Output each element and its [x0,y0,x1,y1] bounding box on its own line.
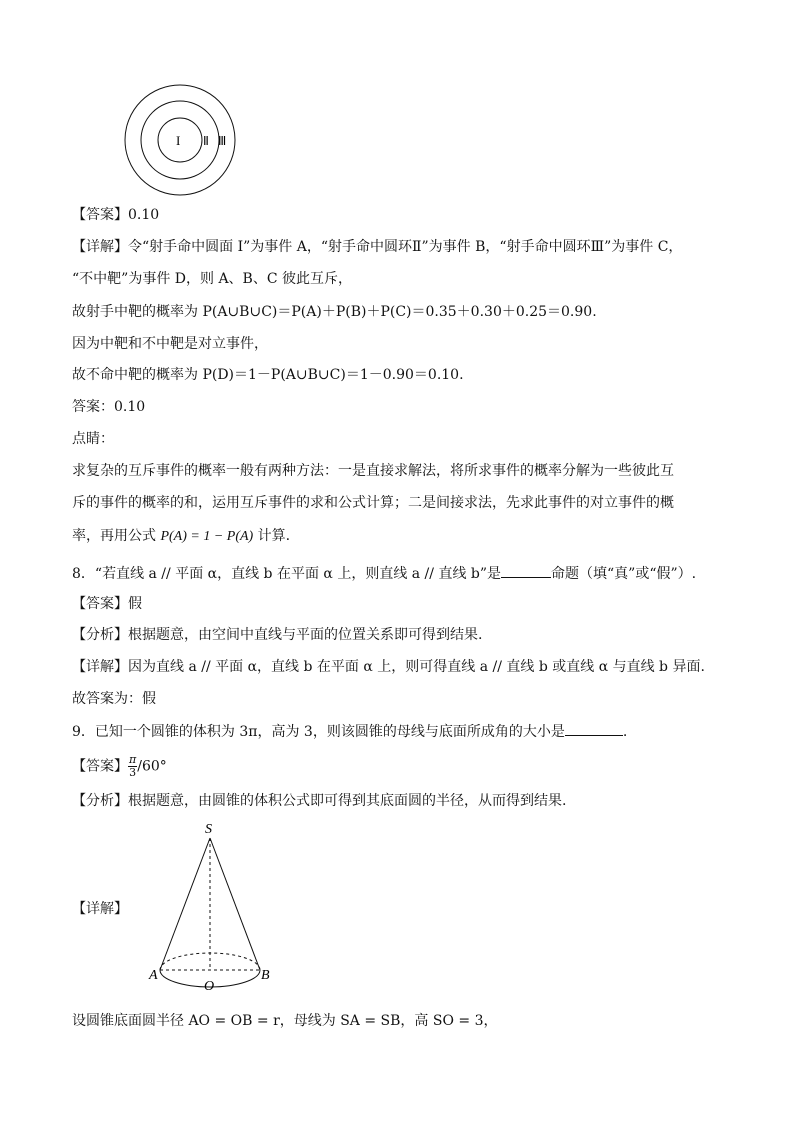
detail-text: 因为直线 a // 平面 α，直线 b 在平面 α 上，则可得直线 a // 直线 b 或直线 α 与直线 b 异面. [128,659,705,675]
q9-answer-blank[interactable] [565,721,623,736]
cone-generatrix-left [160,838,210,970]
cone-figure [140,816,280,1000]
note-text-pre: 率，再用公式 [72,528,161,544]
q7-note-line3 [72,527,290,546]
q7-detail-line2: “不中靶”为事件 D，则 A、B、C 彼此互斥， [72,271,352,287]
q7-detail-line4: 因为中靶和不中靶是对立事件， [72,336,268,352]
q8-detail [72,658,705,676]
detail-tag: 【详解】 [72,659,128,675]
cone-base-back [160,953,260,970]
q8-answer [72,595,142,613]
note-text-post: 计算. [253,528,291,544]
q7-note-line2: 斥的事件的概率的和，运用互斥事件的求和公式计算；二是间接求法，先求此事件的对立事件的概 [72,495,674,511]
q7-answer [72,206,159,224]
q7-detail-line1 [72,238,682,256]
q7-detail-line3: 故射手中靶的概率为 P(A∪B∪C)＝P(A)＋P(B)＋P(C)＝0.35＋0.30＋0.25＝0.90. [72,304,597,320]
cone-label-a: A [149,968,158,983]
analysis-tag: 【分析】 [72,627,128,643]
q7-answer-line: 答案：0.10 [72,399,146,415]
fraction-numerator: π [129,753,137,766]
cone-label-b: B [261,968,270,983]
analysis-tag: 【分析】 [72,793,128,809]
q7-note-line1: 求复杂的互斥事件的概率一般有两种方法：一是直接求解法，将所求事件的概率分解为一些彼此互 [72,463,674,479]
q8-stem [72,563,696,583]
q9-stem-end: . [622,724,628,740]
complement-formula: P(A) = 1 − P(A) [160,529,254,544]
cone-generatrix-right [210,838,260,970]
answer-degrees: /60° [137,758,167,775]
q9-stem [72,721,627,741]
cone-label-s: S [205,822,212,837]
ring-label-3: Ⅲ [218,134,227,148]
fraction-denominator: 3 [129,766,137,779]
target-figure [124,84,276,196]
q9-detail-tag: 【详解】 [72,901,128,917]
q8-conclusion: 故答案为：假 [72,691,156,707]
q8-analysis [72,626,482,644]
q8-answer-blank[interactable] [501,563,551,578]
q7-detail-line5: 故不命中靶的概率为 P(D)＝1－P(A∪B∪C)＝1－0.90＝0.10. [72,367,464,383]
q8-stem-text: 8．“若直线 a // 平面 α，直线 b 在平面 α 上，则直线 a // 直线 b”是 [72,566,502,582]
answer-value: 假 [128,596,142,612]
analysis-text: 根据题意，由圆锥的体积公式即可得到其底面圆的半径，从而得到结果. [128,793,567,809]
answer-tag: 【答案】 [72,596,128,612]
ring-label-2: Ⅱ [203,134,209,148]
q9-analysis [72,792,566,810]
q7-note-title: 点睛： [72,431,114,447]
analysis-text: 根据题意，由空间中直线与平面的位置关系即可得到结果. [128,627,483,643]
answer-tag: 【答案】 [72,207,128,223]
q8-stem-end: 命题（填“真”或“假”）. [551,566,697,582]
cone-label-o: O [204,979,215,994]
detail-tag: 【详解】 [72,239,128,255]
q9-answer [72,754,167,779]
q9-stem-text: 9．已知一个圆锥的体积为 3π，高为 3，则该圆锥的母线与底面所成角的大小是 [72,724,565,740]
answer-value: 0.10 [128,207,160,223]
answer-fraction [128,754,137,779]
answer-tag: 【答案】 [72,758,128,775]
q9-final-line: 设圆锥底面圆半径 AO = OB = r，母线为 SA = SB，高 SO = 3， [72,1013,498,1029]
ring-label-1: I [176,133,181,148]
detail-text: 令“射手命中圆面 I”为事件 A，“射手命中圆环Ⅱ”为事件 B，“射手命中圆环Ⅲ”为事件 C， [128,239,683,255]
